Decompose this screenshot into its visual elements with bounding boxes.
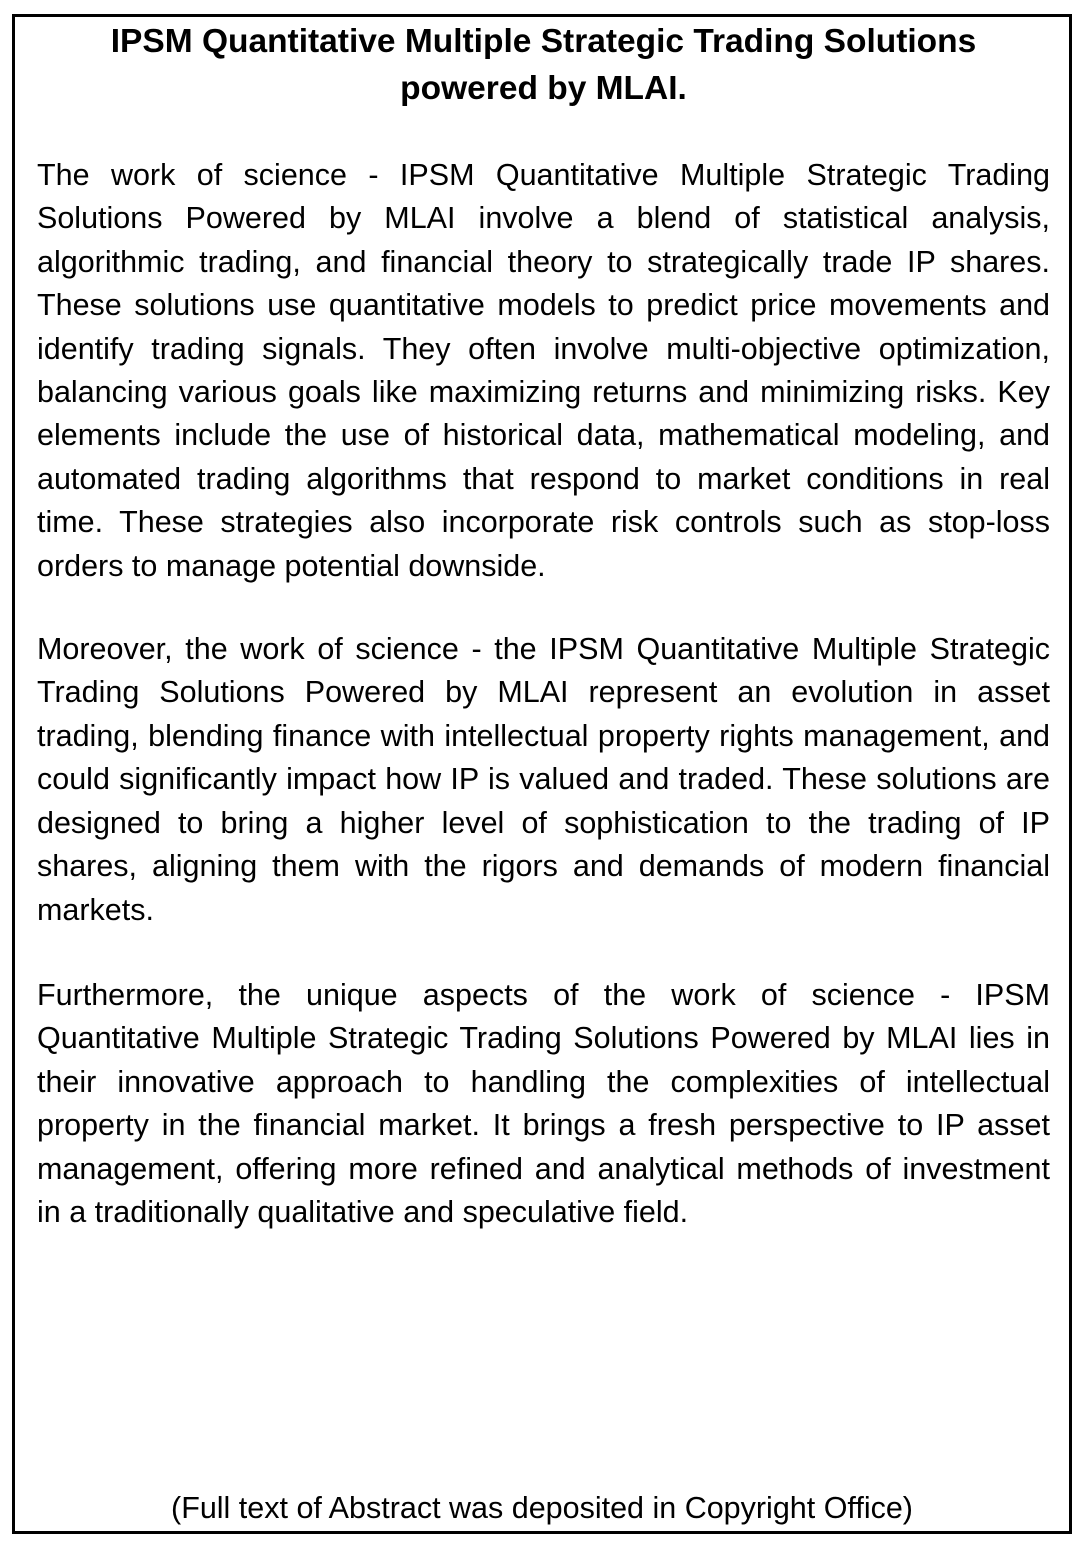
copyright-deposit-note: (Full text of Abstract was deposited in Copyright Office) [171, 1490, 913, 1525]
abstract-paragraph-2: Moreover, the work of science - the IPSM Quantitative Multiple Strategic Trading Solutions Powered by MLAI represent an evolution in asset trading, blending finance with intellectual property rights management, and could significantly impact how IP is valued and traded. These solutions are designed to bring a higher level of sophistication to the trading of IP shares, aligning them with the rigors and demands of modern financial markets. [37, 632, 1050, 927]
abstract-border-frame [12, 14, 1072, 1534]
document-title [37, 18, 1050, 112]
document-title-line1: IPSM Quantitative Multiple Strategic Trading Solutions [110, 23, 977, 60]
abstract-paragraph-3: Furthermore, the unique aspects of the work of science - IPSM Quantitative Multiple Strategic Trading Solutions Powered by MLAI lies in their innovative approach to handling the complexities of intellectual property in the financial market. It brings a fresh perspective to IP asset management, offering more refined and analytical methods of investment in a traditionally qualitative and speculative field. [37, 977, 1050, 1229]
abstract-paragraph-1: The work of science - IPSM Quantitative Multiple Strategic Trading Solutions Powered by MLAI involve a blend of statistical analysis, algorithmic trading, and financial theory to strategically trade IP shares. These solutions use quantitative models to predict price movements and identify trading signals. They often involve multi-objective optimization, balancing various goals like maximizing returns and minimizing risks. Key elements include the use of historical data, mathematical modeling, and automated trading algorithms that respond to market conditions in real time. These strategies also incorporate risk controls such as stop-loss orders to manage potential downside. [37, 158, 1050, 583]
document-title-line2: powered by MLAI. [400, 70, 687, 107]
